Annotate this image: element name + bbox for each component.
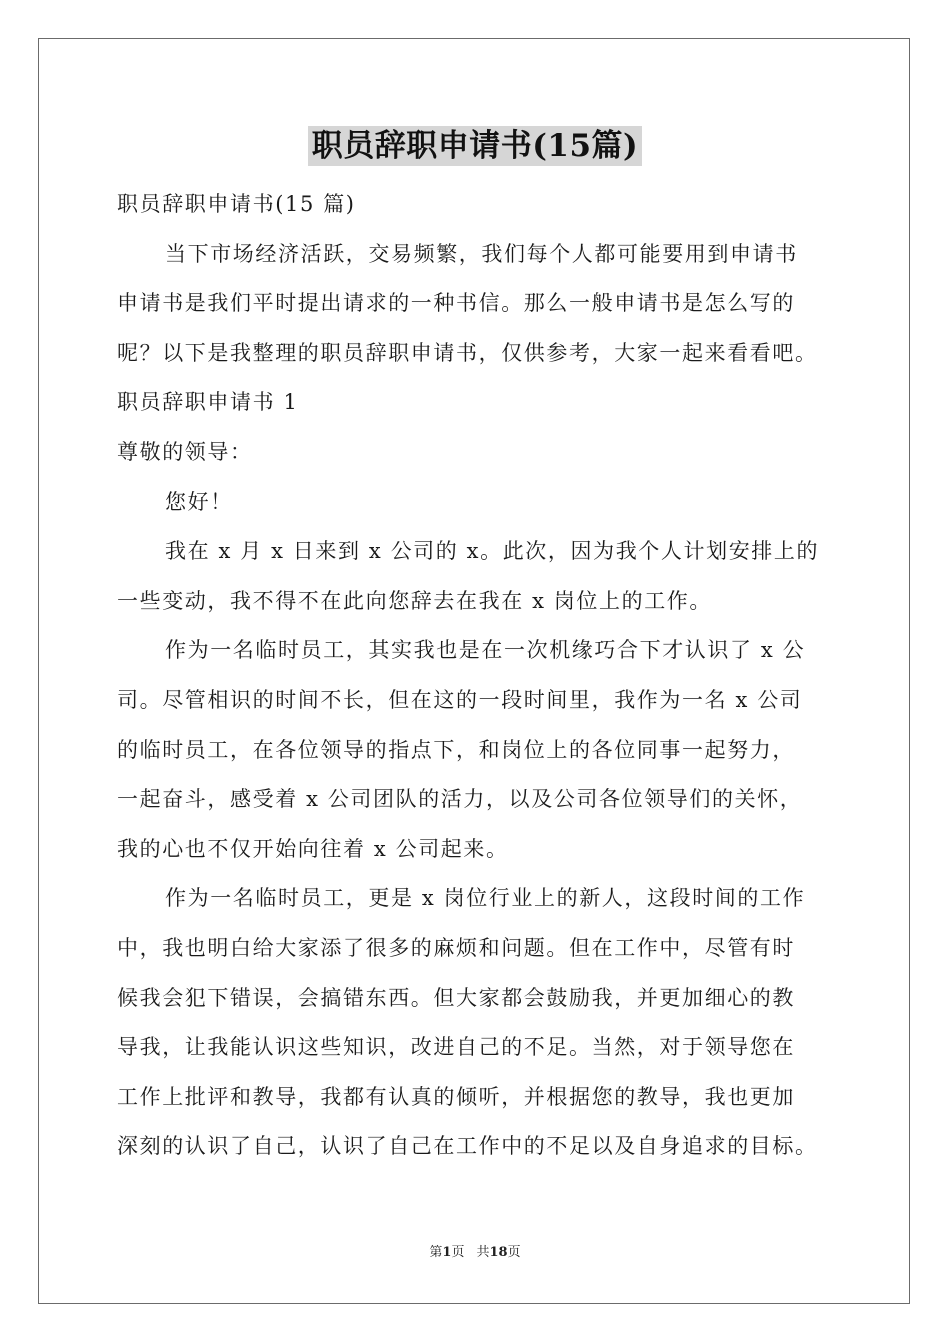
page-number: 1	[442, 1245, 452, 1260]
paragraph-line: 的临时员工，在各位领导的指点下，和岗位上的各位同事一起努力，	[117, 737, 795, 762]
salutation: 尊敬的领导：	[117, 439, 253, 464]
greeting: 您好！	[165, 489, 233, 514]
paragraph-line: 一些变动，我不得不在此向您辞去在我在 x 岗位上的工作。	[117, 588, 712, 613]
page-footer	[0, 1244, 950, 1262]
paragraph-line: 中，我也明白给大家添了很多的麻烦和问题。但在工作中，尽管有时	[117, 935, 795, 960]
intro-line: 当下市场经济活跃，交易频繁，我们每个人都可能要用到申请书	[165, 241, 798, 266]
paragraph-line: 司。尽管相识的时间不长，但在这的一段时间里，我作为一名 x 公司	[117, 687, 803, 712]
intro-line: 申请书是我们平时提出请求的一种书信。那么一般申请书是怎么写的	[117, 291, 795, 316]
page-prefix: 第	[429, 1245, 443, 1260]
document-body	[117, 180, 851, 1172]
paragraph-line: 我在 x 月 x 日来到 x 公司的 x。此次，因为我个人计划安排上的	[165, 539, 820, 564]
total-suffix: 页	[507, 1245, 521, 1260]
paragraph-line: 导我，让我能认识这些知识，改进自己的不足。当然，对于领导您在	[117, 1035, 795, 1060]
total-pages: 18	[489, 1245, 508, 1260]
paragraph-line: 一起奋斗，感受着 x 公司团队的活力，以及公司各位领导们的关怀，	[117, 787, 803, 812]
total-prefix: 共	[476, 1245, 490, 1260]
intro-line: 呢？以下是我整理的职员辞职申请书，仅供参考，大家一起来看看吧。	[117, 340, 818, 365]
section-heading: 职员辞职申请书 1	[117, 390, 299, 415]
document-title: 职员辞职申请书(15篇)	[308, 126, 642, 166]
paragraph-line: 深刻的认识了自己，认识了自己在工作中的不足以及自身追求的目标。	[117, 1134, 818, 1159]
paragraph-line: 我的心也不仅开始向往着 x 公司起来。	[117, 836, 509, 861]
document-subtitle: 职员辞职申请书(15 篇)	[117, 192, 356, 216]
title-container	[0, 126, 950, 166]
paragraph-line: 候我会犯下错误，会搞错东西。但大家都会鼓励我，并更加细心的教	[117, 985, 795, 1010]
page-suffix: 页	[451, 1245, 465, 1260]
paragraph-line: 作为一名临时员工，其实我也是在一次机缘巧合下才认识了 x 公	[165, 638, 806, 663]
paragraph-line: 工作上批评和教导，我都有认真的倾听，并根据您的教导，我也更加	[117, 1084, 795, 1109]
paragraph-line: 作为一名临时员工，更是 x 岗位行业上的新人，这段时间的工作	[165, 886, 806, 911]
